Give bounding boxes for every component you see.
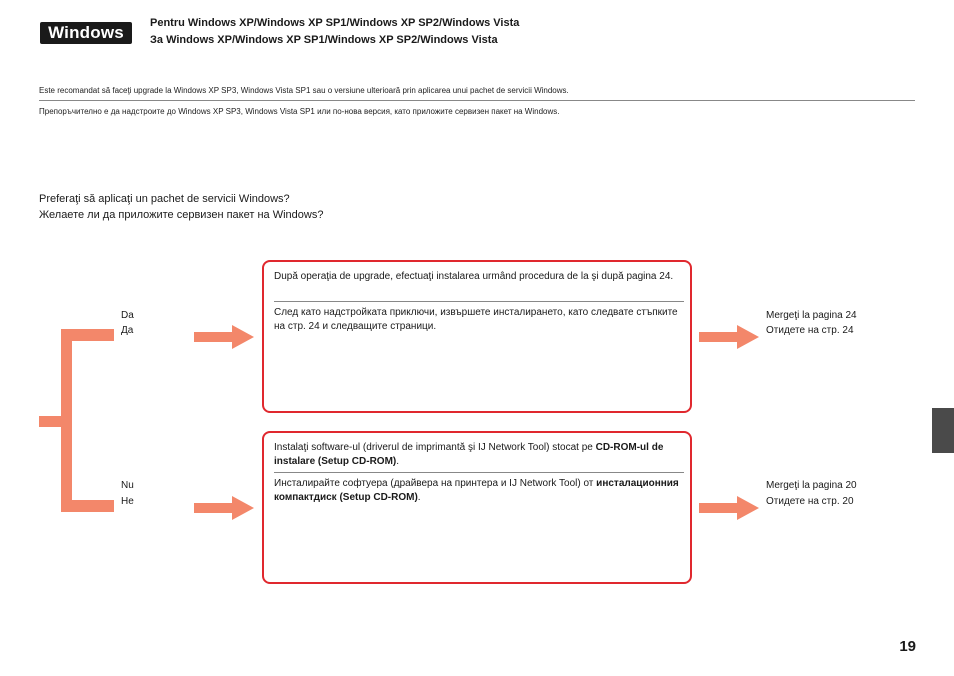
page-number: 19 <box>899 638 916 655</box>
yes-box-text-ro: După operaţia de upgrade, efectuaţi instalarea urmând procedura de la şi după pagina 24. <box>274 271 674 282</box>
no-box-text-bg <box>274 477 684 505</box>
yes-label-ro: Da <box>121 310 134 321</box>
no-arrow-right-icon <box>699 496 761 520</box>
no-box-text-ro <box>274 441 684 469</box>
recommendation-bg: Препоръчително е да надстроите до Windows XP SP3, Windows Vista SP1 или по-нова версия, като приложите сервизен пакет на Windows. <box>39 107 560 116</box>
header-title-bg: За Windows XP/Windows XP SP1/Windows XP SP2/Windows Vista <box>150 34 498 46</box>
bracket-top-arm <box>61 329 114 341</box>
no-goto-bg: Отидете на стр. 20 <box>766 496 854 507</box>
no-box-text-bg-bold: инсталационния компактдиск (Setup CD-ROM) <box>274 478 679 503</box>
yes-info-box <box>262 260 692 413</box>
windows-logo <box>40 22 132 44</box>
bracket-stem <box>39 416 61 427</box>
chapter-tab <box>932 408 954 453</box>
yes-box-separator <box>274 301 684 302</box>
no-box-text-bg-post: . <box>417 492 421 503</box>
question-ro: Preferaţi să aplicaţi un pachet de servicii Windows? <box>39 193 290 205</box>
yes-arrow-left-icon <box>194 325 256 349</box>
windows-logo-text: Windows <box>48 23 124 42</box>
yes-label-bg: Да <box>121 325 134 336</box>
no-label-bg: Не <box>121 496 134 507</box>
no-box-text-ro-post: . <box>396 456 400 467</box>
yes-goto-ro: Mergeţi la pagina 24 <box>766 310 857 321</box>
no-box-text-bg-pre: Инсталирайте софтуера (драйвера на принтера и IJ Network Tool) от <box>274 478 597 489</box>
no-box-text-ro-bold: CD-ROM-ul de instalare (Setup CD-ROM) <box>274 442 664 467</box>
divider <box>39 100 915 101</box>
yes-goto-bg: Отидете на стр. 24 <box>766 325 854 336</box>
bracket-bottom-arm <box>61 500 114 512</box>
question-bg: Желаете ли да приложите сервизен пакет на Windows? <box>39 209 324 221</box>
header-title-ro: Pentru Windows XP/Windows XP SP1/Windows XP SP2/Windows Vista <box>150 17 520 29</box>
no-box-text-ro-pre: Instalaţi software-ul (driverul de imprimantă şi IJ Network Tool) stocat pe <box>274 442 596 453</box>
yes-arrow-right-icon <box>699 325 761 349</box>
no-goto-ro: Mergeţi la pagina 20 <box>766 480 857 491</box>
recommendation-ro: Este recomandat să faceţi upgrade la Windows XP SP3, Windows Vista SP1 sau o versiune ulterioară prin aplicarea unui pachet de servicii Windows. <box>39 86 569 95</box>
yes-box-text-bg: След като надстройката приключи, извършете инсталирането, като следвате стъпките на стр. 24 и следващите страници. <box>274 307 678 332</box>
no-arrow-left-icon <box>194 496 256 520</box>
no-label-ro: Nu <box>121 480 134 491</box>
no-info-box <box>262 431 692 584</box>
no-box-separator <box>274 472 684 473</box>
bracket-vertical <box>61 329 72 512</box>
